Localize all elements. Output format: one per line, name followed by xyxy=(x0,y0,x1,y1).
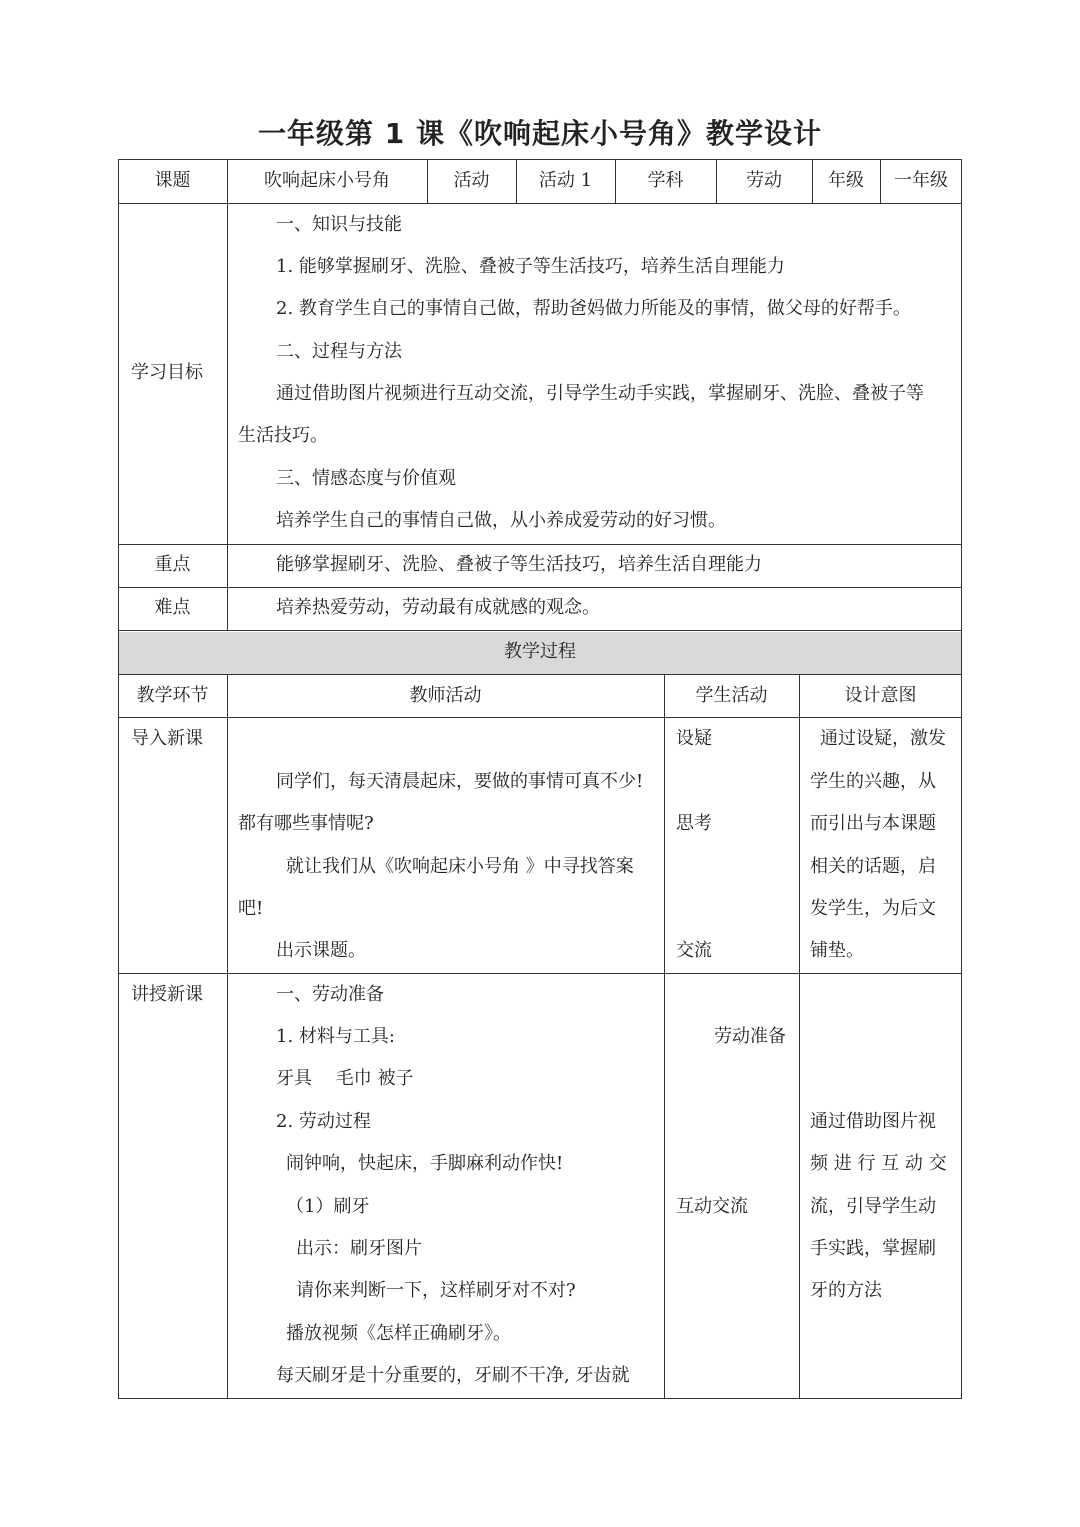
lecture-teacher-line: 播放视频《怎样正确刷牙》。 xyxy=(286,1323,511,1344)
objective-line: 一、知识与技能 xyxy=(276,214,402,235)
intro-teacher-line: 就让我们从《吹响起床小号角 》中寻找答案 xyxy=(286,856,634,877)
col-divider xyxy=(227,674,228,1399)
topic-value: 吹响起床小号角 xyxy=(264,170,390,191)
lecture-intent-line: 频 进 行 互 动 交 xyxy=(810,1153,947,1174)
intro-intent-line: 发学生，为后文 xyxy=(810,898,936,919)
intro-student-line: 思考 xyxy=(676,813,712,834)
intro-teacher-line: 都有哪些事情呢? xyxy=(238,813,374,834)
lecture-student-line: 互动交流 xyxy=(676,1196,748,1217)
key-point-label: 重点 xyxy=(154,554,191,575)
lecture-teacher-line: 2. 劳动过程 xyxy=(276,1111,371,1132)
intro-student-line: 设疑 xyxy=(676,728,712,749)
lecture-teacher-line: 1. 材料与工具: xyxy=(276,1026,395,1047)
objective-line: 三、情感态度与价值观 xyxy=(276,468,456,489)
lecture-teacher-line: 请你来判断一下，这样刷牙对不对? xyxy=(296,1280,576,1301)
lecture-teacher-line: 每天刷牙是十分重要的，牙刷不干净, 牙齿就 xyxy=(276,1365,630,1386)
process-header: 教学过程 xyxy=(504,641,576,662)
intro-student-line: 交流 xyxy=(676,940,712,961)
lecture-stage: 讲授新课 xyxy=(131,984,203,1005)
row-divider xyxy=(118,203,962,204)
activity-label: 活动 xyxy=(453,170,490,191)
grade-value: 一年级 xyxy=(894,170,948,191)
intro-intent-line: 通过设疑，激发 xyxy=(820,728,946,749)
column-header-stage: 教学环节 xyxy=(136,685,209,706)
intro-intent-line: 学生的兴趣，从 xyxy=(810,771,936,792)
intro-teacher-line: 吧! xyxy=(238,898,264,919)
difficulty-value: 培养热爱劳动，劳动最有成就感的观念。 xyxy=(276,597,600,618)
col-divider xyxy=(799,674,800,1399)
objective-line: 1. 能够掌握刷牙、洗脸、叠被子等生活技巧，培养生活自理能力 xyxy=(276,256,785,277)
lecture-teacher-line: 牙具 毛巾 被子 xyxy=(276,1068,414,1089)
objective-line: 生活技巧。 xyxy=(238,425,328,446)
lecture-teacher-line: 闹钟响，快起床，手脚麻利动作快! xyxy=(286,1153,564,1174)
lecture-student-line: 劳动准备 xyxy=(714,1026,786,1047)
objective-line: 培养学生自己的事情自己做，从小养成爱劳动的好习惯。 xyxy=(276,510,726,531)
intro-teacher-line: 同学们，每天清晨起床，要做的事情可真不少! xyxy=(276,771,644,792)
document-title: 一年级第 1 课《吹响起床小号角》教学设计 xyxy=(258,117,822,150)
col-divider xyxy=(227,203,228,630)
difficulty-label: 难点 xyxy=(154,597,191,618)
intro-intent-line: 铺垫。 xyxy=(810,940,864,961)
lecture-intent-line: 通过借助图片视 xyxy=(810,1111,936,1132)
activity-value: 活动 1 xyxy=(538,170,593,191)
intro-intent-line: 而引出与本课题 xyxy=(810,813,936,834)
subject-value: 劳动 xyxy=(746,170,782,191)
subject-label: 学科 xyxy=(647,170,684,191)
lecture-intent-line: 流，引导学生动 xyxy=(810,1196,936,1217)
col-divider xyxy=(664,674,665,1399)
objective-line: 二、过程与方法 xyxy=(276,341,402,362)
column-header-intent: 设计意图 xyxy=(844,685,917,706)
lecture-teacher-line: 出示：刷牙图片 xyxy=(296,1238,422,1259)
column-header-student: 学生活动 xyxy=(695,685,768,706)
lecture-intent-line: 牙的方法 xyxy=(810,1280,882,1301)
grade-label: 年级 xyxy=(828,170,864,191)
objective-line: 2. 教育学生自己的事情自己做，帮助爸妈做力所能及的事情，做父母的好帮手。 xyxy=(276,298,911,319)
intro-stage: 导入新课 xyxy=(131,728,203,749)
column-header-teacher: 教师活动 xyxy=(409,685,482,706)
objective-line: 通过借助图片视频进行互动交流，引导学生动手实践，掌握刷牙、洗脸、叠被子等 xyxy=(276,383,924,404)
intro-intent-line: 相关的话题，启 xyxy=(810,856,936,877)
lecture-teacher-line: 一、劳动准备 xyxy=(276,984,384,1005)
row-divider xyxy=(118,973,962,974)
key-point-value: 能够掌握刷牙、洗脸、叠被子等生活技巧，培养生活自理能力 xyxy=(276,554,762,575)
objectives-label: 学习目标 xyxy=(131,362,203,383)
lecture-teacher-line: （1）刷牙 xyxy=(286,1196,370,1217)
lecture-intent-line: 手实践，掌握刷 xyxy=(810,1238,936,1259)
topic-label: 课题 xyxy=(154,170,191,191)
intro-teacher-line: 出示课题。 xyxy=(276,940,366,961)
